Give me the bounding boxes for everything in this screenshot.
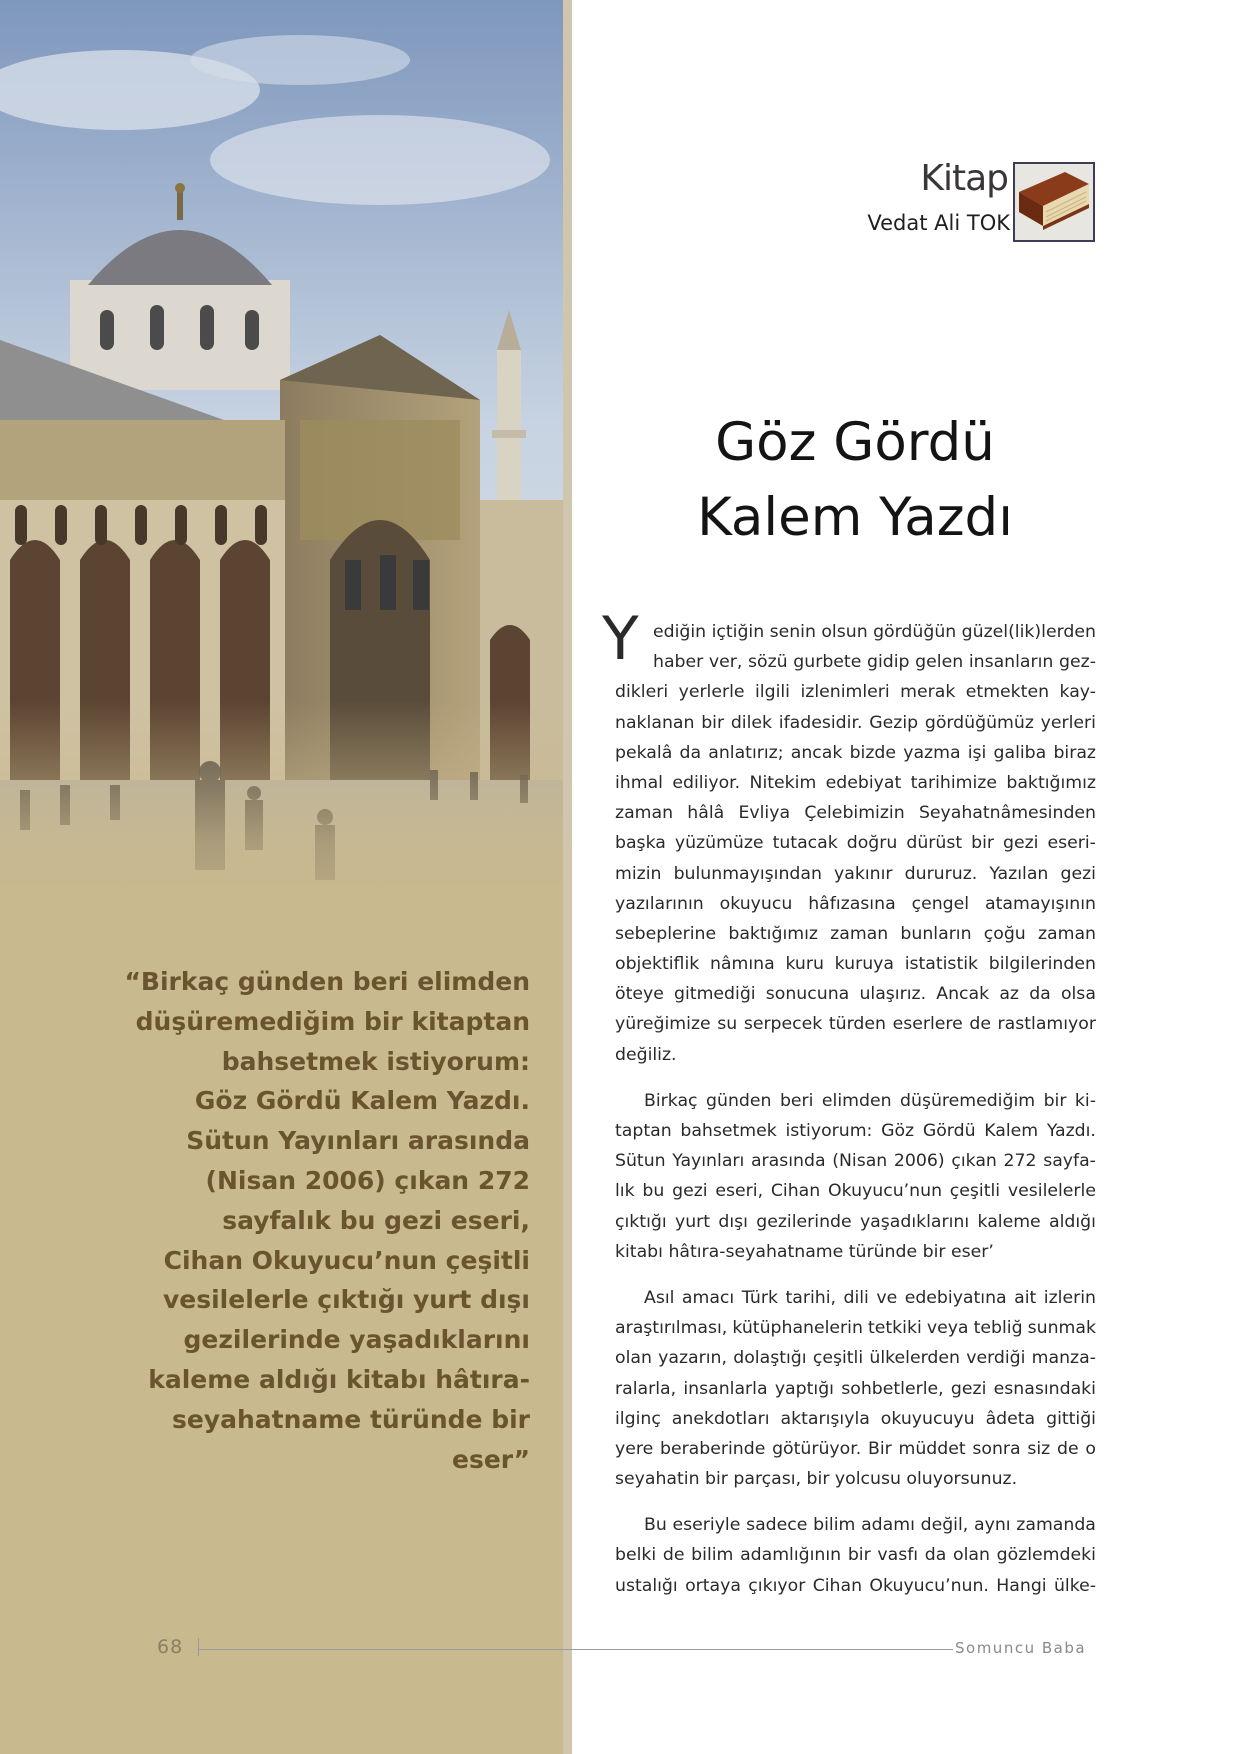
paragraph [615, 1283, 1096, 1494]
text-line: değiliz. [615, 1044, 677, 1065]
section-label: Kitap [920, 158, 1008, 199]
title-line: Kalem Yazdı [697, 487, 1013, 548]
text-line: taptan bahsetmek istiyorum: Göz Gördü Kalem Yazdı. [615, 1121, 1096, 1141]
text-line: ralarla, insanlarla yaptığı sohbetlerle, gezi esnasındaki [615, 1378, 1096, 1399]
pull-quote-line: Göz Gördü Kalem Yazdı. [194, 1086, 530, 1116]
text-line: objektiflik nâmına kuru kuruya istatistik bilgilerinden [615, 954, 1096, 975]
text-line: sebeplerine baktığımız zaman bunların çoğu zaman [615, 923, 1096, 944]
text-line: yüreğimize su serpecek türden eserlere de rastlamıyor [615, 1014, 1096, 1035]
sidebar-panel [0, 0, 563, 1754]
text-line: olan yazarın, dolaştığı çeşitli ülkelerden verdiği manza- [615, 1348, 1096, 1369]
pull-quote-line: Cihan Okuyucu’nun çeşitli [163, 1245, 530, 1275]
article-body [615, 617, 1096, 1617]
pull-quote-line: sayfalık bu gezi eseri, [222, 1205, 530, 1235]
text-line: araştırılması, kütüphanelerin tetkiki veya tebliğ sunmak [615, 1318, 1096, 1339]
text-line: öteye gitmediği sonucuna ulaşırız. Ancak az da olsa [615, 984, 1096, 1005]
paragraph [615, 1510, 1096, 1601]
author-name: Vedat Ali TOK [867, 211, 1010, 235]
text-line: pekalâ da anlatırız; ancak bizde yazma işi galiba biraz [615, 742, 1096, 763]
text-line: ustalığı ortaya çıkıyor Cihan Okuyucu’nun. Hangi ülke- [615, 1575, 1096, 1596]
paragraph [615, 617, 1096, 1070]
pull-quote-line: seyahatname türünde bir [171, 1404, 530, 1434]
magazine-name: Somuncu Baba [955, 1639, 1087, 1657]
text-line: Bu eseriyle sadece bilim adamı değil, aynı zamanda [644, 1515, 1096, 1536]
text-line: yazılarının okuyucu hâfızasına çengel atamayışının [615, 893, 1096, 914]
text-line: lık bu gezi eseri, Cihan Okuyucu’nun çeşitli vesilelerle [615, 1181, 1096, 1202]
pull-quote-line: bahsetmek istiyorum: [221, 1046, 530, 1076]
text-line: dikleri yerlerle ilgili izlenimleri merak etmekten kay- [615, 682, 1096, 703]
text-line: yere beraberinde götürüyor. Bir müddet sonra siz de o [615, 1438, 1096, 1459]
text-line: kitabı hâtıra-seyahatname türünde bir eser’ [615, 1241, 994, 1262]
text-line: çıktığı yurt dışı gezilerinde yaşadıklarını kaleme aldığı [615, 1211, 1096, 1232]
text-line: mizin bulunmayışından yakınır dururuz. Yazılan gezi [615, 863, 1096, 884]
pull-quote [120, 962, 530, 1479]
pull-quote-line: düşüremediğim bir kitaptan [135, 1006, 530, 1036]
page-number: 68 [157, 1636, 184, 1658]
title-line: Göz Gördü [715, 412, 995, 473]
text-line: ilginç anekdotları aktarışıyla okuyucuyu âdeta gittiği [615, 1408, 1096, 1429]
pull-quote-line: vesilelerle çıktığı yurt dışı [162, 1285, 530, 1315]
article-title [640, 405, 1070, 555]
text-line: ihmal ediliyor. Nitekim edebiyat tarihimize baktığımız [615, 772, 1096, 793]
text-line: Asıl amacı Türk tarihi, dili ve edebiyatına ait izlerin [644, 1287, 1096, 1308]
text-line: haber ver, sözü gurbete gidip gelen insanların gez- [653, 652, 1096, 673]
pull-quote-line: Sütun Yayınları arasında [186, 1126, 530, 1156]
text-line: naklanan bir dilek ifadesidir. Gezip gördüğümüz yerleri [615, 712, 1096, 733]
text-line: Sütun Yayınları arasında (Nisan 2006) çıkan 272 sayfa- [615, 1151, 1096, 1172]
pull-quote-line: “Birkaç günden beri elimden [124, 967, 530, 996]
footer-rule [198, 1649, 953, 1650]
paragraph [615, 1086, 1096, 1267]
text-line: ediğin içtiğin senin olsun gördüğün güzel(lik)lerden [653, 622, 1096, 642]
text-line: seyahatin bir parçası, bir yolcusu oluyorsunuz. [615, 1469, 1018, 1490]
pull-quote-line: kaleme aldığı kitabı hâtıra- [148, 1364, 530, 1394]
text-line: zaman hâlâ Evliya Çelebimizin Seyahatnâmesinden [615, 803, 1096, 824]
pull-quote-line: gezilerinde yaşadıklarını [183, 1325, 530, 1355]
text-line: belki de bilim adamlığının bir vasfı da olan gözlemdeki [615, 1545, 1096, 1566]
footer-tick [198, 1638, 199, 1656]
pull-quote-line: (Nisan 2006) çıkan 272 [205, 1165, 530, 1195]
text-line: Birkaç günden beri elimden düşüremediğim bir ki- [644, 1090, 1096, 1111]
pull-quote-line: eser” [451, 1444, 530, 1474]
book-icon [1013, 162, 1095, 242]
column-divider [563, 0, 572, 1754]
text-line: başka yüzümüze tutacak doğru dürüst bir gezi eseri- [615, 833, 1096, 854]
drop-cap: Y [602, 604, 639, 674]
photo-fade [0, 700, 563, 960]
